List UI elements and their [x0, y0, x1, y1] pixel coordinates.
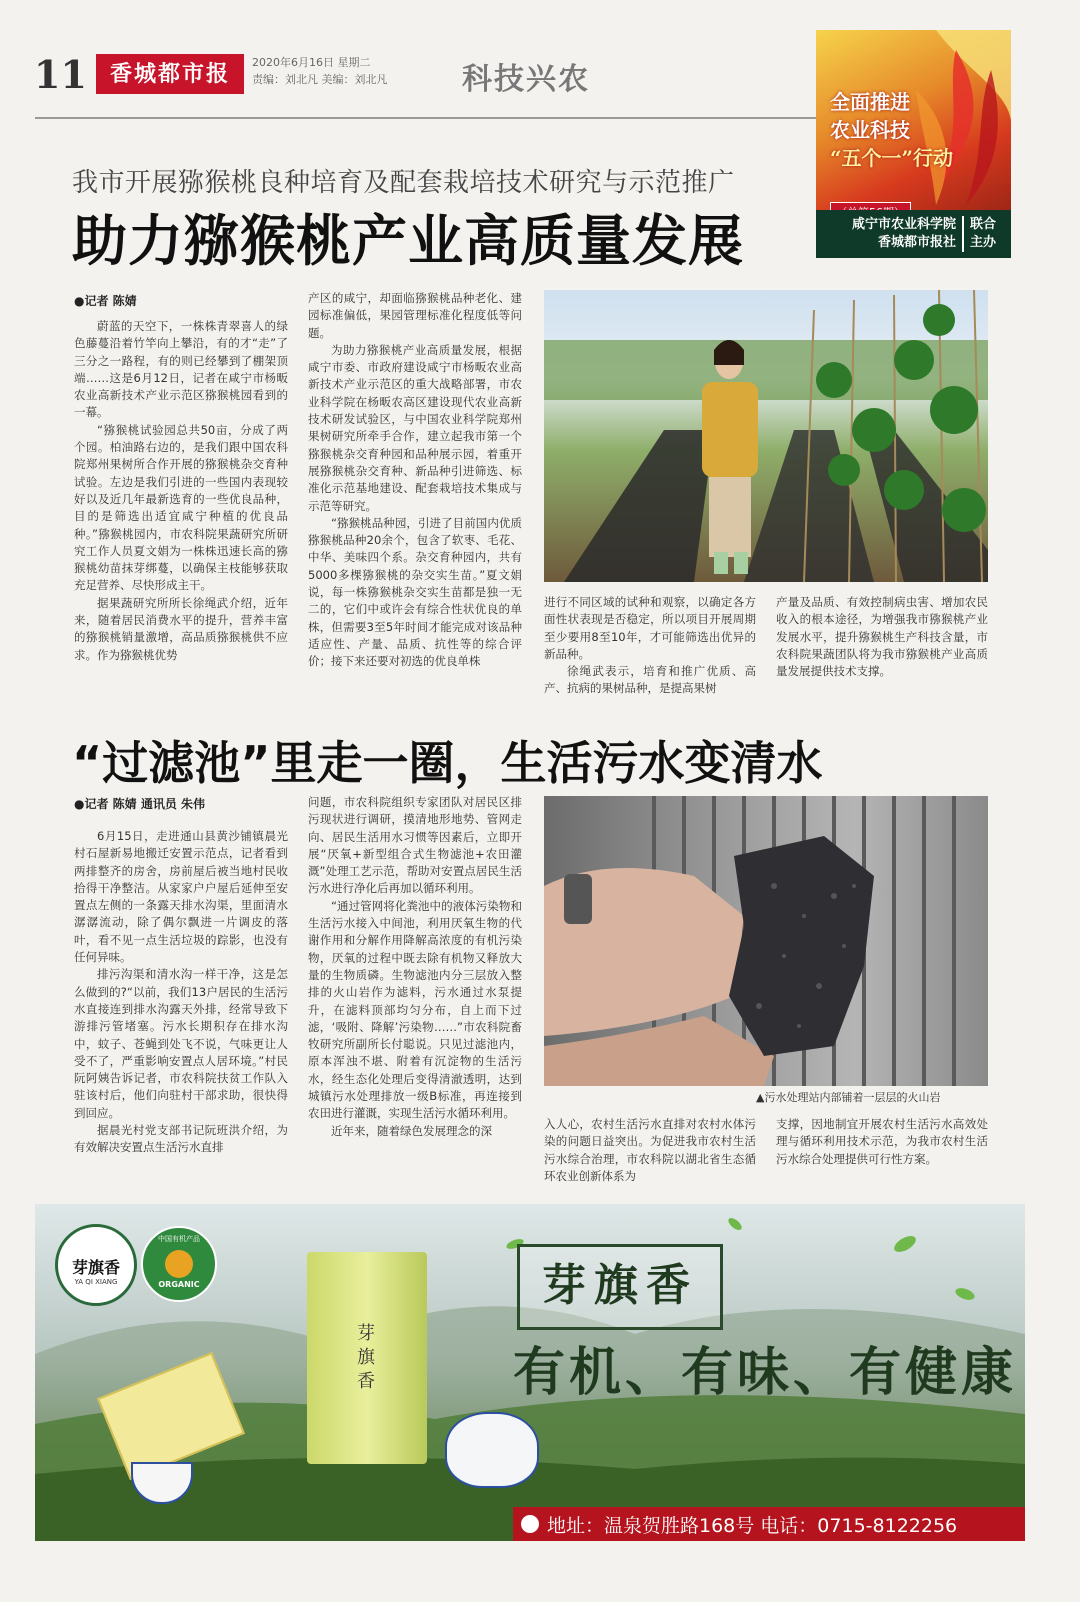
paragraph: 产量及品质、有效控制病虫害、增加农民收入的根本途径，为增强我市猕猴桃产业发展水平，提升猕猴桃生产科技含量，市农科院果蔬团队将为我市猕猴桃产业高质量发展提供技术支撑。	[776, 595, 988, 679]
article1-col3	[544, 594, 756, 698]
article1-subtitle: 我市开展猕猴桃良种培育及配套栽培技术研究与示范推广	[72, 168, 735, 198]
brand-title: 芽旗香	[542, 1260, 698, 1311]
kiwi-orchard-photo	[544, 290, 988, 582]
article2-byline: ●记者 陈婧 通讯员 朱伟	[74, 797, 206, 811]
article1-col2	[308, 290, 522, 698]
promo-org1: 咸宁市农业科学院	[851, 217, 956, 232]
page-number: 11	[34, 52, 87, 97]
tea-advertisement	[35, 1204, 1025, 1541]
promo-box	[816, 30, 1011, 258]
paragraph: 问题，市农科院组织专家团队对居民区排污现状进行调研，摸清地形地势、管网走向、居民生活用水习惯等因素后，立即开展“厌氧+新型组合式生物滤池+农田灌溉”处理工艺示范，帮助对安置点居民生活污水进行净化后再加以循环利用。	[308, 795, 522, 896]
promo-organizers	[816, 210, 1011, 258]
location-pin-icon	[521, 1515, 539, 1533]
promo-line3: “五个一”行动	[830, 146, 954, 170]
brand-seal-name: 芽旗香	[71, 1258, 120, 1277]
promo-divider	[962, 216, 964, 252]
paragraph: 6月15日，走进通山县黄沙铺镇晨光村石屋新易地搬迁安置示范点，记者看到两排整齐的房舍，房前屋后被当地村民收拾得干净整洁。从家家户户屋后延伸至安置点左侧的一条露天排水沟渠，里面清水潺潺流动，除了偶尔飘进一片调皮的落叶，看不见一点生活垃圾的踪影，也没有任何异味。	[74, 829, 288, 965]
tea-can-label: 芽旗香	[357, 1323, 375, 1392]
promo-line1: 全面推进	[830, 90, 910, 114]
article1-headline: 助力猕猴桃产业高质量发展	[72, 209, 745, 273]
organic-sun-icon	[165, 1250, 193, 1278]
article2-col1	[74, 828, 288, 1190]
paragraph: 支撑，因地制宜开展农村生活污水高效处理与循环利用技术示范，为我市农村生活污水综合处理提供可行性方案。	[776, 1117, 988, 1166]
paragraph: 排污沟渠和清水沟一样干净，这是怎么做到的?“以前，我们13户居民的生活污水直接连到排水沟露天外排，经常导致下游排污管堵塞。污水长期积存在排水沟中，蚊子、苍蝇到处飞不说，气味更让人受不了，严重影响安置点人居环境。”村民阮阿姨告诉记者，市农科院扶贫工作队入驻该村后，他们向驻村干部求助，很快得到回应。	[74, 967, 288, 1120]
promo-org2: 香城都市报社	[877, 235, 956, 250]
rock-illustration	[544, 796, 988, 1086]
paragraph: 近年来，随着绿色发展理念的深	[331, 1123, 492, 1138]
article2-col2	[308, 794, 522, 1190]
ad-slogan: 有机、有味、有健康	[513, 1342, 1018, 1403]
article2-headline: “过滤池”里走一圈，生活污水变清水	[72, 736, 823, 790]
paragraph: 徐绳武表示，培育和推广优质、高产、抗病的果树品种，是提高果树	[544, 664, 756, 696]
paragraph: 产区的咸宁，却面临猕猴桃品种老化、建园标准偏低，果园管理标准化程度低等问题。	[308, 291, 522, 340]
brand-seal-pinyin: YA QI XIANG	[74, 1278, 118, 1286]
issue-editors: 责编：刘北凡 美编：刘北凡	[252, 73, 388, 86]
promo-joint: 联合主办	[970, 217, 997, 250]
paragraph: 据果蔬研究所所长徐绳武介绍，近年来，随着居民消费水平的提升，营养丰富的猕猴桃销量激增，高品质猕猴桃供不应求。作为猕猴桃优势	[74, 595, 288, 662]
promo-org-names	[824, 216, 956, 252]
paragraph: “通过管网将化粪池中的液体污染物和生活污水接入中间池，利用厌氧生物的代谢作用和分解作用降解高浓度的有机污染物，厌氧的过程中既去除有机物又释放大量的生物质磷。生物滤池内分三层放入整排的火山岩作为滤料，污水通过水泵提升，在滤料顶部均匀分布，自上而下过滤，‘吸附、降解’污染物……”市农科院畜牧研究所副所长付聪说。只见过滤池内，原本浑浊不堪、附着有沉淀物的生活污水，经生态化处理后变得清澈透明，达到城镇污水处理排放一级B标准，再连接到农田进行灌溉，实现生活污水循环利用。	[308, 898, 522, 1121]
organic-logo-bottom: ORGANIC	[158, 1280, 200, 1289]
orchard-illustration	[544, 290, 988, 582]
issue-date: 2020年6月16日 星期二	[252, 56, 371, 69]
organic-logo	[141, 1226, 217, 1302]
paragraph: “猕猴桃试验园总共50亩，分成了两个园。柏油路右边的，是我们跟中国农科院郑州果树所合作开展的猕猴桃杂交育种试验。左边是我们引进的一些国内表现较好以及近几年最新选育的一些优良品种，目的是筛选出适宜咸宁种植的优良品种。”猕猴桃园内，市农科院果蔬研究所研究工作人员夏文娟为一株株迅速长高的猕猴桃幼苗抹芽绑蔓，以确保主枝能够获取充足营养、尽快形成主干。	[74, 422, 288, 593]
article2-col3	[544, 1116, 756, 1190]
newspaper-logo: 香城都市报	[96, 54, 244, 94]
address-text: 地址：温泉贺胜路168号 电话：0715-8122256	[547, 1515, 958, 1537]
paragraph: 据晨光村党支部书记阮班洪介绍，为有效解决安置点生活污水直排	[74, 1123, 288, 1155]
promo-line2: 农业科技	[830, 118, 910, 142]
brand-seal	[55, 1224, 137, 1306]
organic-logo-top: 中国有机产品	[158, 1235, 200, 1243]
paragraph: “猕猴桃品种园，引进了目前国内优质猕猴桃品种20余个，包含了软枣、毛花、中华、美味四个系。杂交育种园内，共有5000多棵猕猴桃的杂交实生苗。”夏文娟说，每一株猕猴桃杂交实生苗都是独一无二的，它们中或许会有综合性状优良的单株，但需要3至5年时间才能完成对该品种适应性、产量、品质、抗性等的综合评价；接下来还要对初选的优良单株	[308, 515, 522, 669]
paragraph: 入人心，农村生活污水直排对农村水体污染的问题日益突出。为促进我市农村生活污水综合治理，市农科院以湖北省生态循环农业创新体系为	[544, 1117, 756, 1183]
paragraph: 为助力猕猴桃产业高质量发展，根据咸宁市委、市政府建设咸宁市杨畈农业高新技术产业示范区的重大战略部署，市农业科学院在杨畈农高区建设现代农业高新技术研发试验区，与中国农业科学院郑州果树研究所牵手合作，建立起我市第一个猕猴桃杂交育种园和品种展示园，着重开展猕猴桃杂交育种、新品种引进筛选、标准化示范基地建设、配套栽培技术集成与示范等研究。	[308, 342, 522, 513]
teapot	[445, 1412, 539, 1488]
paragraph: 进行不同区域的试种和观察，以确定各方面性状表现是否稳定，所以项目开展周期至少要用8至10年，才可能筛选出优异的新品种。	[544, 595, 756, 661]
tea-can	[307, 1252, 427, 1464]
paragraph: 蔚蓝的天空下，一株株青翠喜人的绿色藤蔓沿着竹竿向上攀沿，有的才“走”了三分之一路程，有的则已经攀到了棚架顶端……这是6月12日，记者在咸宁市杨畈农业高新技术产业示范区猕猴桃园看到的一幕。	[74, 319, 288, 420]
address-bar	[513, 1507, 1025, 1541]
section-title: 科技兴农	[462, 62, 590, 97]
article1-byline: ●记者 陈婧	[74, 294, 137, 308]
issue-meta	[252, 54, 388, 88]
brand-title-box	[517, 1244, 723, 1330]
article1-col4	[776, 594, 988, 698]
article2-photo-caption: ▲污水处理站内部铺着一层层的火山岩	[756, 1091, 941, 1104]
volcanic-rock-photo	[544, 796, 988, 1086]
article1-col1	[74, 318, 288, 698]
article2-col4	[776, 1116, 988, 1190]
